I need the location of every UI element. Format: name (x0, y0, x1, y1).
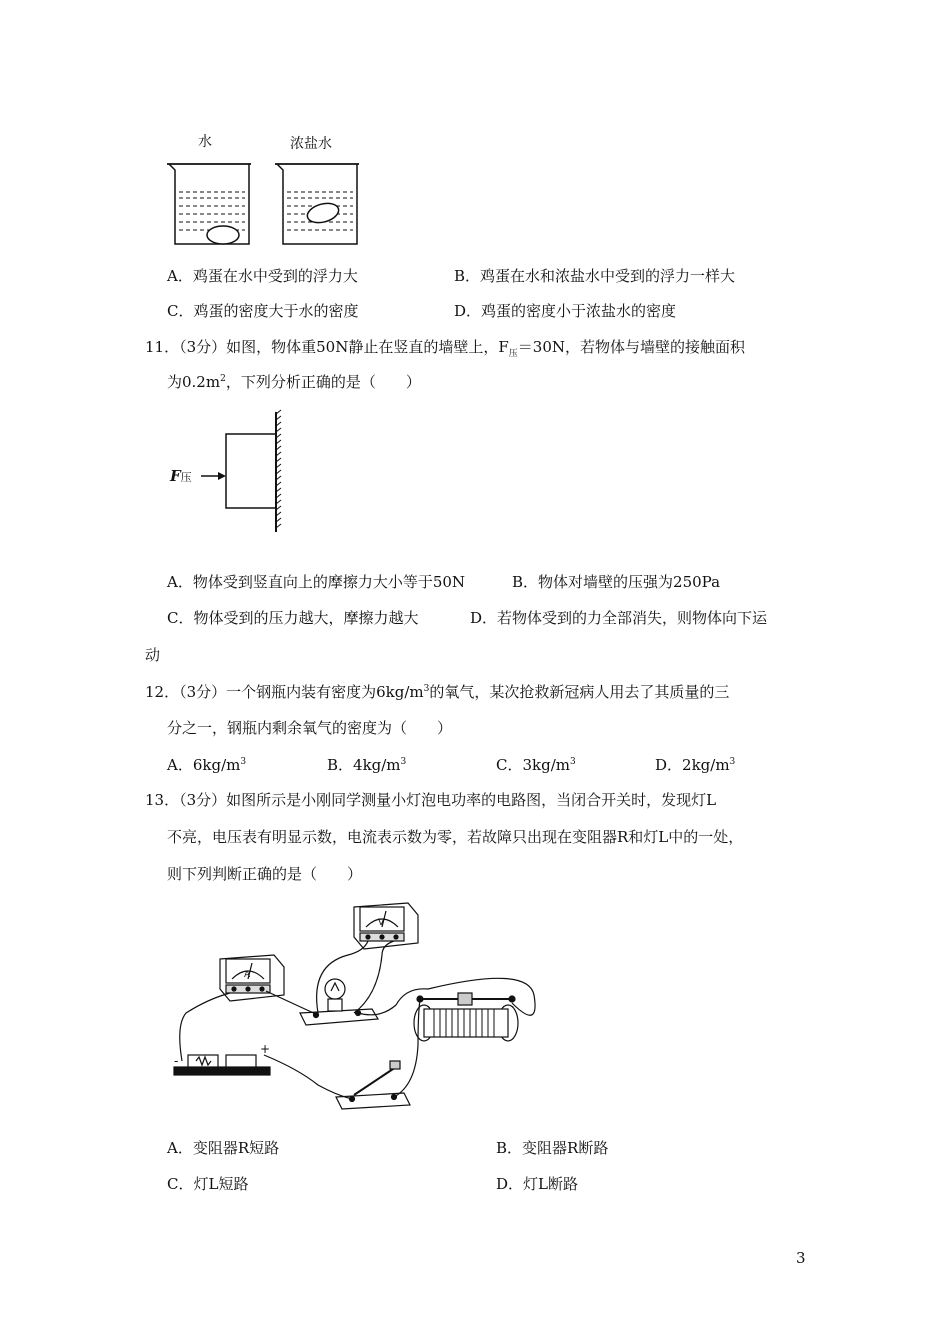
switch (336, 1061, 410, 1109)
page-number: 3 (796, 1249, 806, 1267)
q12-option-a: A．$6kg/m^3$ (167, 756, 247, 774)
svg-text:-: - (174, 1054, 179, 1068)
beaker-label-water: 水 (198, 134, 212, 150)
beaker-label-brine: 浓盐水 (290, 136, 332, 152)
q13-stem-line3: 则下列判断正确的是（ ） (167, 865, 363, 883)
q11-option-d: D．若物体受到的力全部消失，则物体向下运 (470, 609, 768, 627)
q13-stem-line1: 13．（3分）如图所示是小刚同学测量小灯泡电功率的电路图，当闭合开关时，发现灯L (145, 791, 717, 809)
q11-option-a: A．物体受到竖直向上的摩擦力大小等于50N (167, 573, 466, 591)
q11-option-c: C．物体受到的压力越大，摩擦力越大 (167, 609, 419, 627)
circuit-figure (168, 895, 548, 1120)
q11-option-b: B．物体对墙壁的压强为250Pa (512, 573, 721, 591)
battery (174, 1042, 270, 1075)
q10-option-c: C．鸡蛋的密度大于水的密度 (167, 302, 359, 320)
svg-text:+: + (260, 1042, 271, 1056)
q11-stem-line1: 11．（3分）如图，物体重50N静止在竖直的墙壁上，$F_压=30N$，若物体与墙壁的接触面积 (145, 338, 745, 359)
q11-stem-line2: 为$0.2m^2$，下列分析正确的是（ ） (167, 373, 421, 391)
egg-sunk (207, 226, 239, 244)
q13-stem-line2: 不亮，电压表有明显示数，电流表示数为零，若故障只出现在变阻器R和灯L中的一处， (167, 828, 744, 846)
q12-stem-line2: 分之一，钢瓶内剩余氧气的密度为（ ） (167, 719, 453, 737)
q11-option-d-cont: 动 (145, 646, 161, 664)
svg-text:A: A (244, 970, 251, 980)
q10-option-a: A．鸡蛋在水中受到的浮力大 (167, 267, 358, 285)
beaker-brine (275, 164, 359, 244)
q10-option-b: B．鸡蛋在水和浓盐水中受到的浮力一样大 (454, 267, 736, 285)
force-label: F压 (170, 467, 192, 485)
q12-stem-line1: 12．（3分）一个钢瓶内装有密度为$6kg/m^3$的氧气，某次抢救新冠病人用去了其质量的三 (145, 683, 730, 701)
q13-option-b: B．变阻器R断路 (496, 1139, 609, 1157)
q12-option-b: B．$4kg/m^3$ (327, 756, 407, 774)
beakers-figure (165, 158, 365, 250)
q12-option-d: D．$2kg/m^3$ (655, 756, 736, 774)
q13-option-c: C．灯L短路 (167, 1175, 249, 1193)
ammeter (220, 955, 284, 1001)
voltmeter (354, 903, 418, 949)
q12-option-c: C．$3kg/m^3$ (496, 756, 576, 774)
q13-option-a: A．变阻器R短路 (167, 1139, 280, 1157)
block (226, 434, 276, 508)
svg-text:V: V (378, 918, 385, 928)
rheostat (414, 993, 518, 1041)
q13-option-d: D．灯L断路 (496, 1175, 578, 1193)
q10-option-d: D．鸡蛋的密度小于浓盐水的密度 (454, 302, 677, 320)
lamp (300, 979, 378, 1025)
